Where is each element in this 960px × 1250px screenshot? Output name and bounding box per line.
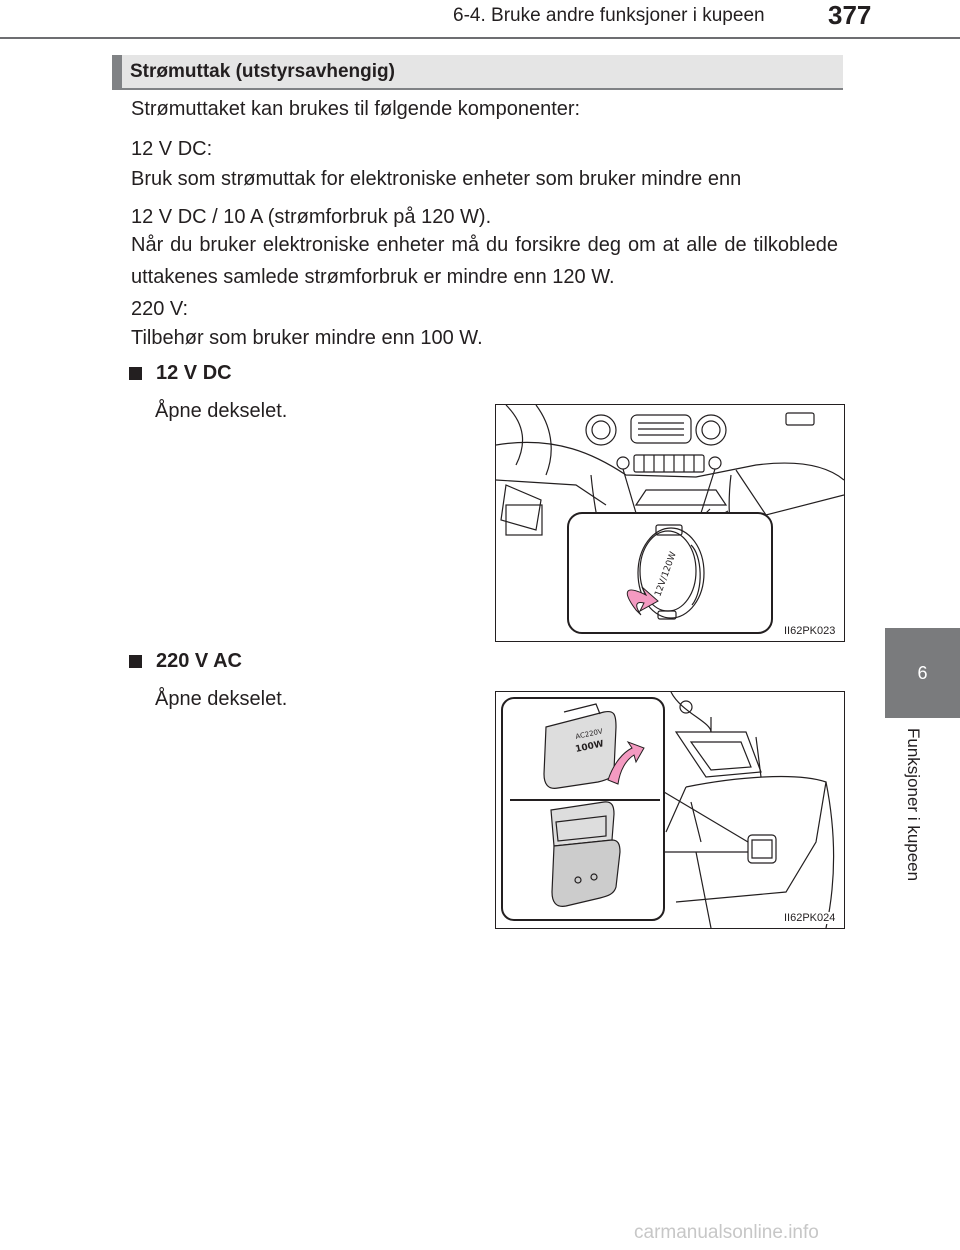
dc-text-paragraph: Når du bruker elektroniske enheter må du forsikre deg om at alle de tilkoblede uttakenes samlede strømforbruk er mindre enn 120 W.: [131, 234, 838, 288]
step-open-cover: Åpne dekselet.: [155, 688, 288, 710]
watermark: carmanualsonline.info: [634, 1222, 819, 1243]
subsection-title: 220 V AC: [156, 650, 242, 672]
figure-220v-outlet: [495, 691, 845, 929]
dashboard-outlet-illustration: [496, 405, 844, 641]
chapter-tab[interactable]: [885, 628, 960, 718]
dc-text-line: Bruk som strømuttak for elektroniske enheter som bruker mindre enn: [131, 168, 742, 190]
chapter-number: 6: [917, 662, 928, 683]
chapter-label: Funksjoner i kupeen: [904, 728, 923, 882]
ac-heading: 220 V:: [131, 298, 189, 320]
subsection-title: 12 V DC: [156, 362, 232, 384]
section-title-box: [112, 55, 843, 90]
step-open-cover: Åpne dekselet.: [155, 400, 288, 422]
console-outlet-illustration: [496, 692, 844, 928]
square-bullet-icon: [129, 367, 142, 380]
section-title-bar: [112, 55, 122, 88]
ac-text: Tilbehør som bruker mindre enn 100 W.: [131, 327, 483, 349]
dc-text-line: 12 V DC / 10 A (strømforbruk på 120 W).: [131, 206, 492, 228]
header-divider: [0, 37, 960, 39]
figure-12v-outlet: [495, 404, 845, 642]
cap-marking: 12V/120W: [653, 550, 679, 598]
cover-marking: 100W: [574, 739, 605, 755]
section-title: Strømuttak (utstyrsavhengig): [130, 61, 395, 82]
header-section-path: 6-4. Bruke andre funksjoner i kupeen: [453, 5, 765, 26]
subsection-heading-dc: [129, 362, 232, 385]
square-bullet-icon: [129, 655, 142, 668]
figure-code: II62PK024: [784, 912, 836, 924]
dc-heading: 12 V DC:: [131, 138, 213, 160]
subsection-heading-ac: [129, 650, 242, 673]
cover-marking: AC220V: [574, 727, 604, 741]
figure-code: II62PK023: [784, 625, 836, 637]
page-number: 377: [828, 0, 872, 30]
intro-paragraph: Strømuttaket kan brukes til følgende komponenter:: [131, 98, 581, 120]
